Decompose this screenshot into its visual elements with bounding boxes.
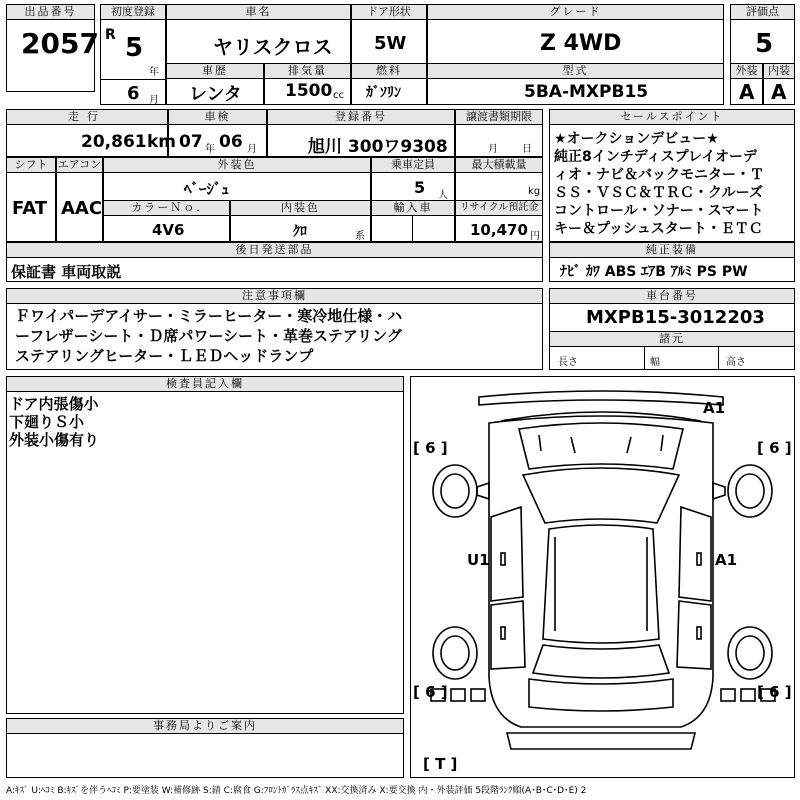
history-box <box>166 63 264 105</box>
interior-color-label: 内装色 <box>231 201 370 216</box>
first-reg-box <box>100 4 166 105</box>
tire-mark-front-right: [ 6 ] <box>757 439 792 457</box>
sales-point-label: セールスポイント <box>550 110 794 125</box>
overall-score: 5 <box>755 29 774 59</box>
wheel-rear-right <box>728 627 772 679</box>
shift-box <box>6 157 56 242</box>
notes-line: ステアリングヒーター・ＬＥＤヘッドランプ <box>15 347 314 365</box>
interior-score-label: 内装 <box>764 64 794 79</box>
inspector-box <box>6 376 404 714</box>
later-parts-label: 後日発送部品 <box>7 243 542 258</box>
exterior-color-box <box>103 157 371 201</box>
tire-mark-rear-left: [ 6 ] <box>413 683 448 701</box>
damage-left-side: U1 <box>467 551 490 569</box>
rear-bumper <box>507 733 695 749</box>
aircon-label: エアコン <box>57 158 102 171</box>
lot-number: 2057 <box>21 27 99 60</box>
wheel-front-right <box>728 465 772 517</box>
door-type: 5W <box>374 33 407 54</box>
first-reg-month-unit: 月 <box>149 95 159 106</box>
tire-mark-spare: [ T ] <box>423 755 458 773</box>
inspection-year: 07 <box>179 132 203 152</box>
plate-number: 旭川 300ワ9308 <box>308 137 448 157</box>
car-name: ヤリスクロス <box>213 35 333 59</box>
lot-box <box>6 4 99 92</box>
transfer-box <box>455 109 543 157</box>
damage-right-side: A1 <box>715 551 738 569</box>
exterior-score-label: 外装 <box>731 64 762 79</box>
chassis-number: MXPB15-3012203 <box>586 307 765 328</box>
max-load-label: 最大積載量 <box>456 158 542 173</box>
wheel-front-left <box>433 465 477 517</box>
aircon: AAC <box>61 198 103 219</box>
door-box <box>351 4 427 64</box>
sales-point-box <box>549 109 795 242</box>
color-no: 4V6 <box>152 221 185 239</box>
first-reg-month: 6 <box>127 83 140 104</box>
car-outline-diagram <box>411 377 794 777</box>
exterior-score-box <box>730 63 763 105</box>
rear-glass <box>533 645 669 678</box>
interior-color-box <box>230 200 371 242</box>
equipment-box <box>549 242 795 282</box>
grade-box <box>427 4 724 64</box>
notes-box <box>6 288 543 370</box>
damage-front-bumper: A1 <box>703 399 726 417</box>
tire-mark-front-left: [ 6 ] <box>413 439 448 457</box>
exterior-color-label: 外装色 <box>104 158 370 173</box>
left-front-door <box>491 507 523 601</box>
recycle-box <box>455 200 543 242</box>
sales-point-line: ＳＳ・ＶＳＣ＆ＴＲＣ・クルーズ <box>554 185 763 201</box>
front-bumper <box>479 391 723 405</box>
grade-label: グレード <box>428 5 723 20</box>
max-load-unit: kg <box>528 186 541 197</box>
sales-point-line: キー＆プッシュスタート・ＥＴＣ <box>554 221 763 237</box>
mileage: 20,861 <box>81 132 147 152</box>
car-history: レンタ <box>189 84 242 105</box>
max-load-box <box>455 157 543 201</box>
inspector-line: ドア内張傷小 <box>9 395 99 413</box>
right-rear-door <box>677 601 711 669</box>
model-code: 5BA-MXPB15 <box>524 82 649 102</box>
car-name-label: 車名 <box>167 5 350 20</box>
shift: FAT <box>12 198 48 219</box>
chassis-label: 車台番号 <box>550 289 794 304</box>
office-box <box>6 718 404 778</box>
inspector-line: 外装小傷有り <box>9 431 100 449</box>
capacity: 5 <box>414 178 426 197</box>
transfer-day-unit: 日 <box>522 144 532 155</box>
roof <box>543 525 659 643</box>
equipment-label: 純正装備 <box>550 243 794 258</box>
displacement-unit: cc <box>333 90 344 101</box>
interior-score: A <box>771 80 787 104</box>
inspection-label: 車検 <box>169 110 266 125</box>
tailgate <box>529 679 673 711</box>
capacity-label: 乗車定員 <box>372 158 454 173</box>
interior-color-unit: 系 <box>355 231 365 242</box>
displacement-box <box>264 63 351 105</box>
displacement-label: 排気量 <box>265 64 350 79</box>
damage-legend: A:ｷｽﾞ U:ﾍｺﾐ B:ｷｽﾞを伴うﾍｺﾐ P:要塗装 W:補修跡 S:錆 C:腐食 G:ﾌﾛﾝﾄｶﾞﾗｽ点ｷｽﾞ XX:交換済み X:要交換 内・外装評価 5段階ﾗﾝｸ順(A･B･C･D･E) 2 <box>6 786 587 796</box>
score-box <box>730 4 795 64</box>
sales-point-line: ★オークションデビュー★ <box>554 131 719 147</box>
fuel-label: 燃料 <box>352 64 426 79</box>
car-name-box <box>166 4 351 64</box>
tire-mark-rear-right: [ 6 ] <box>757 683 792 701</box>
spec-width-label: 幅 <box>650 357 660 368</box>
wheel-rear-left <box>433 627 477 679</box>
lot-label: 出品番号 <box>7 5 94 20</box>
interior-color: ｸﾛ <box>293 224 307 240</box>
history-label: 車歴 <box>167 64 263 79</box>
inspector-label: 検査員記入欄 <box>7 377 403 392</box>
model-box <box>427 63 724 105</box>
grade: Z 4WD <box>540 31 622 56</box>
first-reg-label: 初度登録 <box>101 5 165 20</box>
inspector-line: 下廻りＳ小 <box>9 413 85 431</box>
office-label: 事務局よりご案内 <box>7 719 403 734</box>
model-label: 型式 <box>428 64 723 79</box>
chassis-box <box>549 288 795 370</box>
exterior-score: A <box>739 80 755 104</box>
exterior-color: ﾍﾞｰｼﾞｭ <box>184 180 230 198</box>
capacity-box <box>371 157 455 201</box>
notes-line: ーフレザーシート・Ｄ席パワーシート・革巻ステアリング <box>15 327 402 345</box>
capacity-unit: 人 <box>438 190 448 201</box>
first-reg-year-unit: 年 <box>149 67 159 78</box>
inspection-year-unit: 年 <box>205 144 215 155</box>
recycle-fee: 10,470 <box>470 221 528 239</box>
later-parts: 保証書 車両取説 <box>11 263 122 281</box>
inspection-box <box>168 109 267 157</box>
displacement: 1500 <box>285 81 333 101</box>
first-reg-era: R <box>105 27 116 43</box>
mileage-unit: km <box>147 132 177 152</box>
right-front-door <box>679 507 711 601</box>
color-no-box <box>103 200 230 242</box>
damage-diagram <box>410 376 795 778</box>
specs-label: 諸元 <box>550 332 794 347</box>
later-parts-box <box>6 242 543 282</box>
mileage-box <box>6 109 177 157</box>
sales-point-line: ィオ・ナビ＆バックモニター・Ｔ <box>554 167 764 183</box>
windshield <box>523 468 679 523</box>
fuel-box <box>351 63 427 105</box>
interior-score-box <box>763 63 795 105</box>
recycle-unit: 円 <box>530 231 540 242</box>
score-label: 評価点 <box>731 5 794 20</box>
plate-box <box>267 109 455 157</box>
inspection-month-unit: 月 <box>247 144 257 155</box>
inspection-month: 06 <box>219 132 243 152</box>
import-box <box>371 200 455 242</box>
equipment: ﾅﾋﾞ ｶﾜ ABS ｴｱB ｱﾙﾐ PS PW <box>560 264 748 280</box>
fuel: ｶﾞｿﾘﾝ <box>366 85 401 101</box>
shift-label: シフト <box>7 158 55 173</box>
first-reg-year: 5 <box>125 33 144 63</box>
notes-line: Ｆワイパーデアイサー・ミラーヒーター・寒冷地仕様・ハ <box>15 307 403 325</box>
spec-length-label: 長さ <box>558 357 578 368</box>
sales-point-line: 純正8インチディスプレイオーデ <box>554 149 757 165</box>
import-label: 輸入車 <box>372 201 454 216</box>
spec-height-label: 高さ <box>726 357 746 368</box>
recycle-label: リサイクル預託金 <box>456 201 542 216</box>
plate-label: 登録番号 <box>268 110 454 125</box>
door-label: ドア形状 <box>352 5 426 20</box>
notes-label: 注意事項欄 <box>7 289 542 304</box>
color-no-label: カラーＮｏ. <box>104 201 229 216</box>
transfer-label: 譲渡書類期限 <box>456 110 542 125</box>
sales-point-line: コントロール・ソナー・スマート <box>554 203 764 219</box>
transfer-month-unit: 月 <box>488 144 498 155</box>
left-rear-door <box>491 601 525 669</box>
mileage-label: 走行 <box>7 110 167 125</box>
aircon-box <box>56 157 103 242</box>
hood <box>519 423 683 469</box>
